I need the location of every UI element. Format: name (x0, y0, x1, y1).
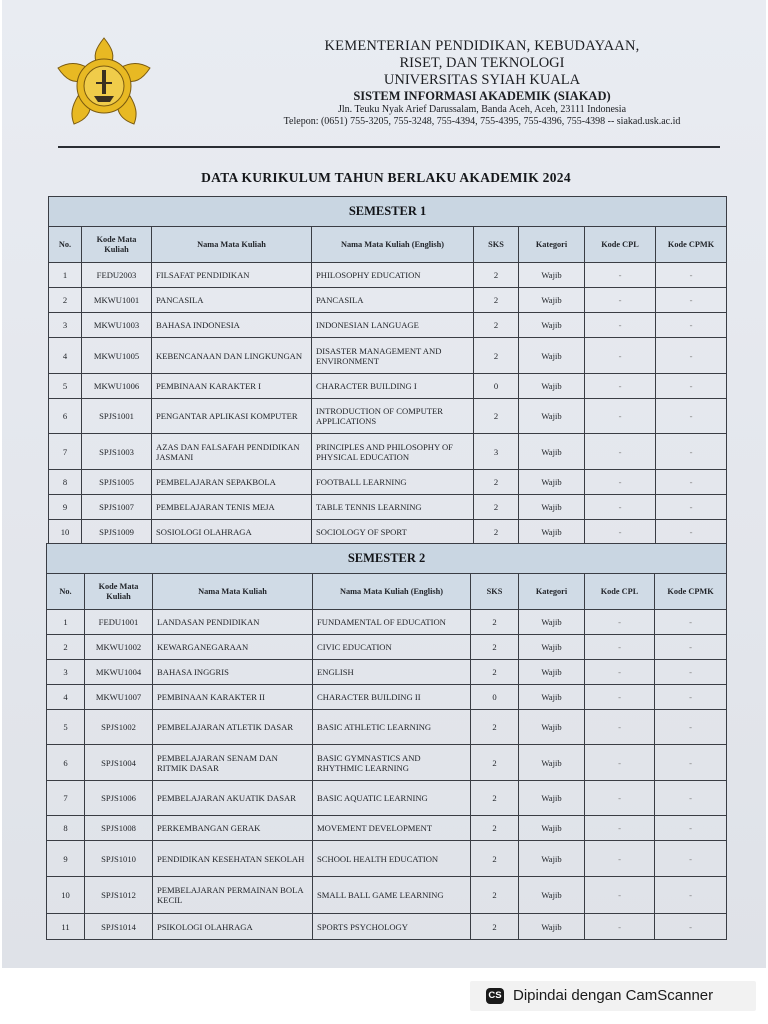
cell-cpmk: - (656, 470, 727, 495)
cell-english: PRINCIPLES AND PHILOSOPHY OF PHYSICAL EDUCATION (312, 434, 474, 470)
cell-cpmk: - (655, 710, 727, 745)
cell-sks: 2 (471, 745, 519, 781)
header-address: Jln. Teuku Nyak Arief Darussalam, Banda Aceh, Aceh, 23111 Indonesia (337, 104, 627, 115)
cell-nama: KEWARGANEGARAAN (153, 635, 313, 660)
cell-english: TABLE TENNIS LEARNING (312, 495, 474, 520)
cell-sks: 2 (474, 313, 519, 338)
cell-cpmk: - (655, 745, 727, 781)
cell-sks: 2 (471, 816, 519, 841)
cell-cpmk: - (655, 841, 727, 877)
cell-kode: MKWU1007 (85, 685, 153, 710)
cell-no: 6 (49, 399, 82, 434)
cell-kode: SPJS1012 (85, 877, 153, 914)
cell-english: FUNDAMENTAL OF EDUCATION (313, 610, 471, 635)
col-header-sks: SKS (471, 574, 519, 610)
cell-kategori: Wajib (519, 781, 585, 816)
cell-nama: PENDIDIKAN KESEHATAN SEKOLAH (153, 841, 313, 877)
table-row (47, 660, 727, 685)
col-header-cpmk: Kode CPMK (656, 227, 727, 263)
cell-kode: MKWU1002 (85, 635, 153, 660)
table-row (47, 877, 727, 914)
cell-english: CIVIC EDUCATION (313, 635, 471, 660)
cell-no: 4 (49, 338, 82, 374)
cell-english: SOCIOLOGY OF SPORT (312, 520, 474, 545)
cell-sks: 0 (471, 685, 519, 710)
cell-cpl: - (585, 374, 656, 399)
table-row (47, 816, 727, 841)
table-row (49, 434, 727, 470)
cell-sks: 0 (474, 374, 519, 399)
semester-heading: SEMESTER 1 (49, 197, 727, 227)
cell-cpl: - (585, 313, 656, 338)
cell-kode: SPJS1014 (85, 914, 153, 940)
cell-sks: 2 (471, 610, 519, 635)
cell-cpl: - (585, 635, 655, 660)
cell-no: 8 (47, 816, 85, 841)
scanned-page (2, 0, 766, 968)
table-row (49, 470, 727, 495)
table-row (47, 635, 727, 660)
cell-kode: MKWU1001 (82, 288, 152, 313)
cell-nama: PEMBELAJARAN PERMAINAN BOLA KECIL (153, 877, 313, 914)
semester-2-table (46, 543, 727, 940)
cell-cpmk: - (655, 685, 727, 710)
cell-kategori: Wajib (519, 914, 585, 940)
cell-cpl: - (585, 660, 655, 685)
cell-nama: PANCASILA (152, 288, 312, 313)
cell-sks: 2 (471, 841, 519, 877)
cell-sks: 2 (471, 877, 519, 914)
cell-no: 1 (47, 610, 85, 635)
cell-cpl: - (585, 914, 655, 940)
cell-sks: 2 (471, 914, 519, 940)
cell-sks: 2 (474, 470, 519, 495)
cell-cpl: - (585, 399, 656, 434)
cell-english: BASIC ATHLETIC LEARNING (313, 710, 471, 745)
cell-nama: PEMBINAAN KARAKTER I (152, 374, 312, 399)
cell-kode: FEDU2003 (82, 263, 152, 288)
table-row (47, 710, 727, 745)
cell-cpmk: - (655, 635, 727, 660)
table-row (47, 914, 727, 940)
cell-kategori: Wajib (519, 520, 585, 545)
cell-cpl: - (585, 470, 656, 495)
cell-nama: PENGANTAR APLIKASI KOMPUTER (152, 399, 312, 434)
table-row (49, 374, 727, 399)
col-header-kategori: Kategori (519, 574, 585, 610)
cell-no: 5 (49, 374, 82, 399)
col-header-cpl: Kode CPL (585, 227, 656, 263)
cell-english: CHARACTER BUILDING I (312, 374, 474, 399)
cell-cpmk: - (655, 816, 727, 841)
cell-english: BASIC AQUATIC LEARNING (313, 781, 471, 816)
cell-nama: FILSAFAT PENDIDIKAN (152, 263, 312, 288)
cell-kode: MKWU1003 (82, 313, 152, 338)
cell-english: DISASTER MANAGEMENT AND ENVIRONMENT (312, 338, 474, 374)
cell-kode: SPJS1002 (85, 710, 153, 745)
cell-kategori: Wajib (519, 263, 585, 288)
cell-kode: SPJS1010 (85, 841, 153, 877)
cell-no: 6 (47, 745, 85, 781)
col-header-no: No. (49, 227, 82, 263)
cell-nama: LANDASAN PENDIDIKAN (153, 610, 313, 635)
cell-cpl: - (585, 816, 655, 841)
cell-kategori: Wajib (519, 434, 585, 470)
cell-nama: SOSIOLOGI OLAHRAGA (152, 520, 312, 545)
table-row (49, 288, 727, 313)
cell-no: 7 (49, 434, 82, 470)
table-row (49, 399, 727, 434)
col-header-cpmk: Kode CPMK (655, 574, 727, 610)
cell-cpmk: - (656, 399, 727, 434)
col-header-kode: Kode Mata Kuliah (82, 227, 152, 263)
document-title: DATA KURIKULUM TAHUN BERLAKU AKADEMIK 2024 (201, 170, 571, 185)
cell-no: 4 (47, 685, 85, 710)
cell-nama: PEMBELAJARAN AKUATIK DASAR (153, 781, 313, 816)
cell-sks: 2 (471, 660, 519, 685)
cell-nama: PEMBINAAN KARAKTER II (153, 685, 313, 710)
cell-kategori: Wajib (519, 313, 585, 338)
cell-no: 1 (49, 263, 82, 288)
cell-cpl: - (585, 841, 655, 877)
cell-kode: MKWU1005 (82, 338, 152, 374)
cell-kategori: Wajib (519, 660, 585, 685)
cell-cpl: - (585, 338, 656, 374)
cell-english: PHILOSOPHY EDUCATION (312, 263, 474, 288)
cell-english: INDONESIAN LANGUAGE (312, 313, 474, 338)
cell-sks: 2 (474, 399, 519, 434)
header-ministry-line2: RISET, DAN TEKNOLOGI (399, 55, 565, 71)
cell-nama: PEMBELAJARAN TENIS MEJA (152, 495, 312, 520)
cell-kode: FEDU1001 (85, 610, 153, 635)
cell-sks: 2 (471, 710, 519, 745)
cell-sks: 2 (471, 635, 519, 660)
cell-no: 7 (47, 781, 85, 816)
table-row (49, 313, 727, 338)
cell-cpl: - (585, 685, 655, 710)
table-row (47, 610, 727, 635)
cell-english: MOVEMENT DEVELOPMENT (313, 816, 471, 841)
header-phone: Telepon: (0651) 755-3205, 755-3248, 755-4394, 755-4395, 755-4396, 755-4398 -- siakad.usk.ac.id (283, 116, 681, 127)
cell-cpmk: - (655, 877, 727, 914)
cell-cpl: - (585, 434, 656, 470)
cell-cpmk: - (656, 374, 727, 399)
cell-cpmk: - (656, 263, 727, 288)
cell-kategori: Wajib (519, 710, 585, 745)
cell-no: 5 (47, 710, 85, 745)
cell-kode: SPJS1009 (82, 520, 152, 545)
cell-english: SPORTS PSYCHOLOGY (313, 914, 471, 940)
cell-sks: 2 (474, 288, 519, 313)
cell-kode: SPJS1001 (82, 399, 152, 434)
cell-no: 9 (47, 841, 85, 877)
cell-kode: MKWU1004 (85, 660, 153, 685)
col-header-sks: SKS (474, 227, 519, 263)
cell-cpl: - (585, 610, 655, 635)
table-row (47, 841, 727, 877)
cell-cpmk: - (656, 338, 727, 374)
cell-sks: 2 (474, 495, 519, 520)
cell-nama: PEMBELAJARAN SEPAKBOLA (152, 470, 312, 495)
cell-cpmk: - (656, 313, 727, 338)
cell-kode: SPJS1004 (85, 745, 153, 781)
cell-no: 11 (47, 914, 85, 940)
cell-kategori: Wajib (519, 470, 585, 495)
cell-cpmk: - (655, 781, 727, 816)
table-row (47, 685, 727, 710)
cell-no: 2 (47, 635, 85, 660)
cell-english: CHARACTER BUILDING II (313, 685, 471, 710)
cell-cpl: - (585, 495, 656, 520)
cell-sks: 3 (474, 434, 519, 470)
cell-nama: AZAS DAN FALSAFAH PENDIDIKAN JASMANI (152, 434, 312, 470)
cell-kode: MKWU1006 (82, 374, 152, 399)
cell-kode: SPJS1008 (85, 816, 153, 841)
semester-1-table (48, 196, 727, 545)
col-header-english: Nama Mata Kuliah (English) (312, 227, 474, 263)
cell-english: SCHOOL HEALTH EDUCATION (313, 841, 471, 877)
cell-kategori: Wajib (519, 495, 585, 520)
cell-cpmk: - (656, 288, 727, 313)
cell-english: FOOTBALL LEARNING (312, 470, 474, 495)
cell-kode: SPJS1007 (82, 495, 152, 520)
table-row (49, 495, 727, 520)
cell-kategori: Wajib (519, 610, 585, 635)
table-row (49, 338, 727, 374)
col-header-cpl: Kode CPL (585, 574, 655, 610)
cell-cpl: - (585, 288, 656, 313)
cell-sks: 2 (474, 338, 519, 374)
semester-heading: SEMESTER 2 (47, 544, 727, 574)
cell-no: 8 (49, 470, 82, 495)
cell-english: ENGLISH (313, 660, 471, 685)
header-divider (58, 146, 720, 148)
header-ministry-line1: KEMENTERIAN PENDIDIKAN, KEBUDAYAAN, (324, 38, 640, 54)
cell-nama: BAHASA INGGRIS (153, 660, 313, 685)
cell-cpmk: - (656, 434, 727, 470)
header-university: UNIVERSITAS SYIAH KUALA (383, 72, 581, 88)
cell-no: 9 (49, 495, 82, 520)
cell-english: PANCASILA (312, 288, 474, 313)
cell-nama: PSIKOLOGI OLAHRAGA (153, 914, 313, 940)
camscanner-logo-icon: CS (486, 988, 504, 1004)
cell-no: 2 (49, 288, 82, 313)
cell-sks: 2 (474, 263, 519, 288)
cell-no: 3 (47, 660, 85, 685)
cell-kategori: Wajib (519, 288, 585, 313)
cell-cpmk: - (655, 914, 727, 940)
col-header-english: Nama Mata Kuliah (English) (313, 574, 471, 610)
cell-cpl: - (585, 781, 655, 816)
cell-sks: 2 (474, 520, 519, 545)
cell-sks: 2 (471, 781, 519, 816)
cell-kategori: Wajib (519, 685, 585, 710)
col-header-nama: Nama Mata Kuliah (152, 227, 312, 263)
cell-cpmk: - (656, 495, 727, 520)
cell-kode: SPJS1005 (82, 470, 152, 495)
cell-kategori: Wajib (519, 877, 585, 914)
cell-nama: KEBENCANAAN DAN LINGKUNGAN (152, 338, 312, 374)
cell-kategori: Wajib (519, 841, 585, 877)
cell-cpl: - (585, 263, 656, 288)
cell-cpmk: - (656, 520, 727, 545)
cell-kategori: Wajib (519, 399, 585, 434)
cell-english: SMALL BALL GAME LEARNING (313, 877, 471, 914)
cell-nama: PERKEMBANGAN GERAK (153, 816, 313, 841)
cell-no: 3 (49, 313, 82, 338)
cell-no: 10 (47, 877, 85, 914)
header-system-name: SISTEM INFORMASI AKADEMIK (SIAKAD) (353, 89, 611, 103)
col-header-kode: Kode Mata Kuliah (85, 574, 153, 610)
cell-cpl: - (585, 745, 655, 781)
cell-no: 10 (49, 520, 82, 545)
cell-cpl: - (585, 710, 655, 745)
camscanner-label: Dipindai dengan CamScanner (513, 987, 714, 1004)
cell-cpl: - (585, 520, 656, 545)
cell-english: INTRODUCTION OF COMPUTER APPLICATIONS (312, 399, 474, 434)
table-row (47, 745, 727, 781)
university-logo-icon (54, 36, 154, 128)
cell-english: BASIC GYMNASTICS AND RHYTHMIC LEARNING (313, 745, 471, 781)
col-header-nama: Nama Mata Kuliah (153, 574, 313, 610)
table-row (49, 520, 727, 545)
cell-nama: PEMBELAJARAN SENAM DAN RITMIK DASAR (153, 745, 313, 781)
cell-kode: SPJS1006 (85, 781, 153, 816)
cell-kategori: Wajib (519, 745, 585, 781)
cell-kategori: Wajib (519, 338, 585, 374)
cell-nama: PEMBELAJARAN ATLETIK DASAR (153, 710, 313, 745)
cell-kode: SPJS1003 (82, 434, 152, 470)
cell-cpmk: - (655, 660, 727, 685)
col-header-kategori: Kategori (519, 227, 585, 263)
cell-cpl: - (585, 877, 655, 914)
cell-kategori: Wajib (519, 374, 585, 399)
cell-kategori: Wajib (519, 635, 585, 660)
cell-kategori: Wajib (519, 816, 585, 841)
col-header-no: No. (47, 574, 85, 610)
table-row (49, 263, 727, 288)
cell-cpmk: - (655, 610, 727, 635)
cell-nama: BAHASA INDONESIA (152, 313, 312, 338)
table-row (47, 781, 727, 816)
